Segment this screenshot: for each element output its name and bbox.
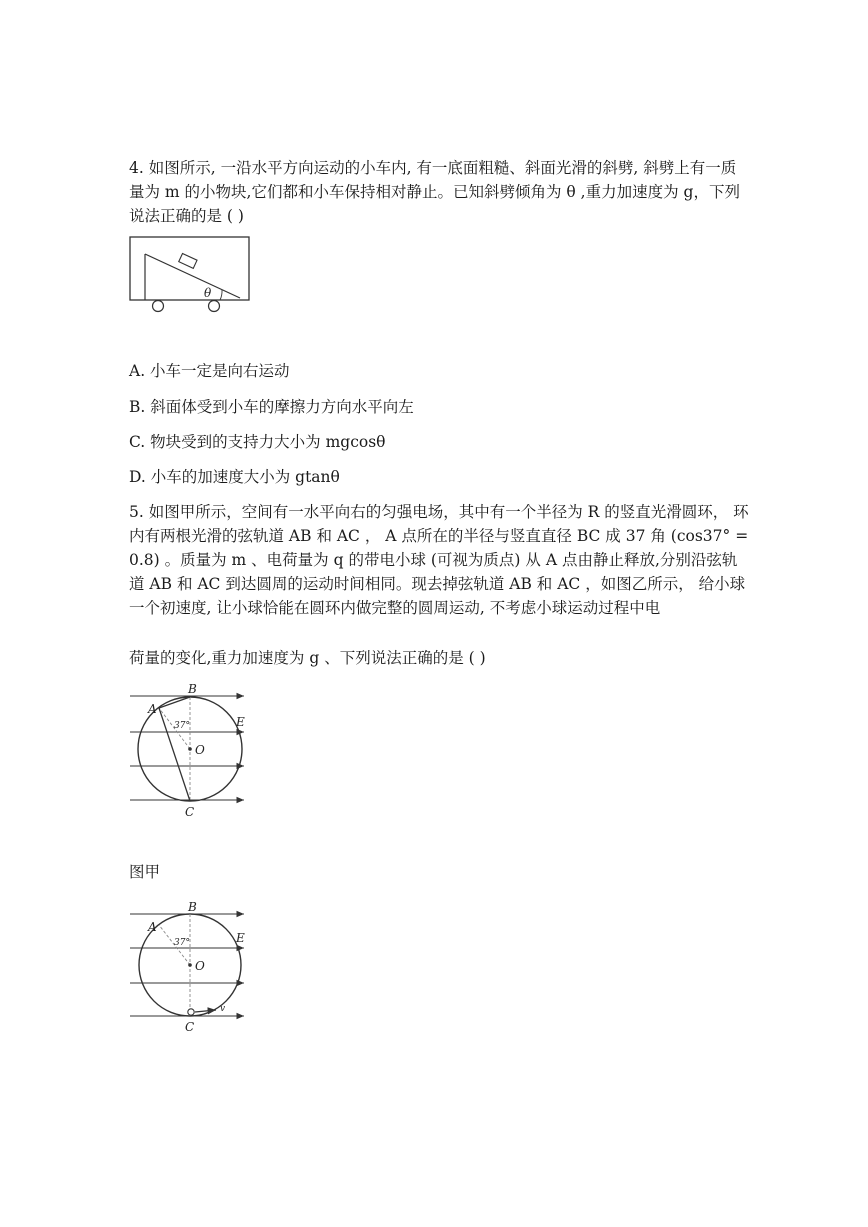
q4-option-b: B. 斜面体受到小车的摩擦力方向水平向左 — [129, 398, 414, 416]
center-o — [188, 963, 192, 967]
q5-figure-yi — [126, 898, 256, 1038]
q4-option-d: D. 小车的加速度大小为 gtanθ — [129, 468, 340, 486]
center-o — [188, 747, 192, 751]
label-angle: 37° — [174, 721, 190, 731]
label-a: A — [148, 702, 157, 716]
label-b: B — [188, 900, 197, 914]
q4-stem: 4. 如图所示, 一沿水平方向运动的小车内, 有一底面粗糙、斜面光滑的斜劈, 斜劈上有一质量为 m 的小物块,它们都和小车保持相对静止。已知斜劈倾角为 θ ,重力加速度为 g，下列说法正确的是 ( ) — [129, 159, 740, 225]
ball — [188, 1009, 194, 1015]
label-b: B — [188, 682, 197, 696]
q5-caption-jia: 图甲 — [129, 863, 161, 881]
label-o: O — [195, 959, 205, 973]
label-o: O — [195, 743, 205, 757]
q4-option-c: C. 物块受到的支持力大小为 mgcosθ — [129, 433, 386, 451]
q5-stem-part2: 荷量的变化,重力加速度为 g 、下列说法正确的是 ( ) — [129, 649, 486, 667]
cart-wheel-right — [209, 301, 220, 312]
label-c: C — [185, 805, 195, 819]
label-v: v — [220, 1004, 226, 1014]
cart-wheel-left — [153, 301, 164, 312]
q4-option-a: A. 小车一定是向右运动 — [129, 362, 290, 380]
angle-arc — [220, 290, 222, 300]
small-block — [179, 253, 197, 268]
q5-figure-jia — [126, 682, 256, 822]
label-angle: 37° — [174, 938, 190, 948]
label-c: C — [185, 1020, 195, 1034]
q5-stem-part1: 5. 如图甲所示，空间有一水平向右的匀强电场，其中有一个半径为 R 的竖直光滑圆环， 环内有两根光滑的弦轨道 AB 和 AC ， A 点所在的半径与竖直直径 BC 成 37 角 (cos37° = 0.8) 。质量为 m 、电荷量为 q 的带电小球 (可视为质点) 从 A 点由静止释放,分别沿弦轨道 AB 和 AC 到达圆周的运动时间相同。现去掉弦轨道 AB 和 AC ，如图乙所示， 给小球一个初速度, 让小球恰能在圆环内做完整的圆周运动, 不考虑小球运动过程中电 — [129, 503, 749, 617]
q4-figure-cart — [128, 236, 252, 314]
label-a: A — [148, 920, 157, 934]
label-e: E — [236, 931, 245, 945]
angle-theta-label: θ — [204, 286, 212, 300]
label-e: E — [236, 715, 245, 729]
cart-body — [130, 237, 249, 300]
